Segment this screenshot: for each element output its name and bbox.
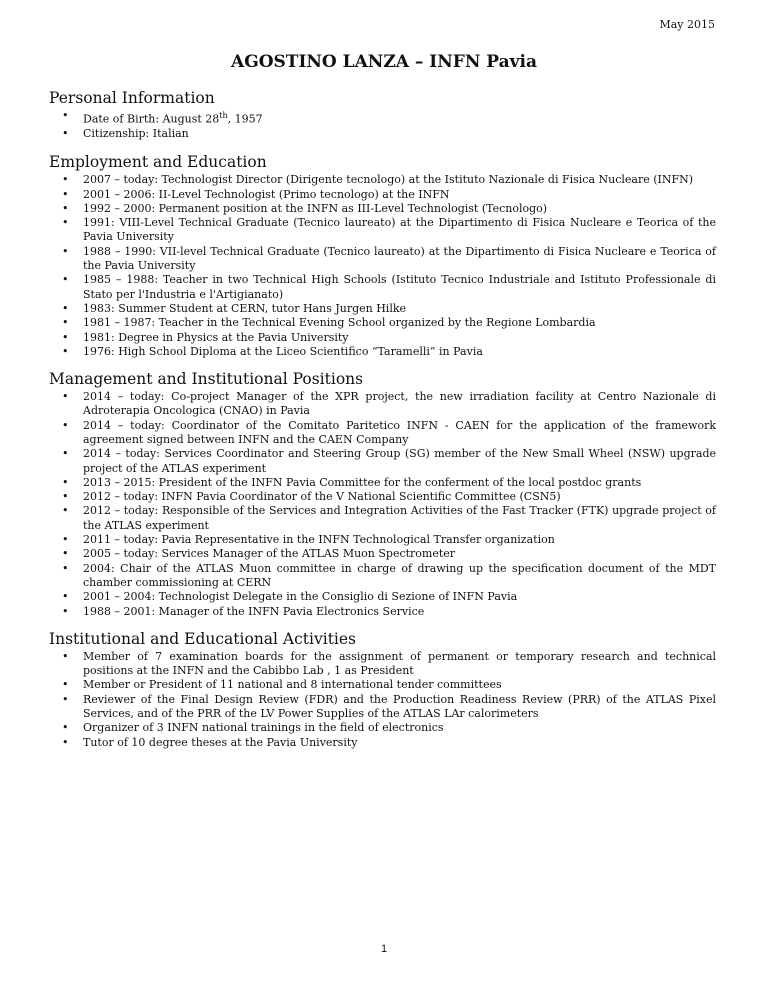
dob-year: , 1957 xyxy=(227,112,263,126)
list-item: • 1992 – 2000: Permanent position at the INFN as III-Level Technologist (Tecnologo) xyxy=(83,202,716,216)
section-heading: Management and Institutional Positions xyxy=(49,370,364,389)
list-item: • 1981 – 1987: Teacher in the Technical Evening School organized by the Regione Lombardia xyxy=(83,316,716,330)
list-item: • 2013 – 2015: President of the INFN Pavia Committee for the conferment of the local postdoc grants xyxy=(83,476,716,490)
list-item: • 1991: VIII-Level Technical Graduate (Tecnico laureato) at the Dipartimento di Fisica Nucleare e Teorica of the Pavia University xyxy=(83,216,716,245)
list-item: • Citizenship: Italian xyxy=(83,127,716,141)
section-heading: Institutional and Educational Activities xyxy=(49,629,357,648)
list-item: • 1983: Summer Student at CERN, tutor Hans Jurgen Hilke xyxy=(83,302,716,316)
list-item: • 2012 – today: Responsible of the Services and Integration Activities of the Fast Tracker (FTK) upgrade project of the ATLAS experiment xyxy=(83,504,716,533)
list-item: • 2014 – today: Co-project Manager of the XPR project, the new irradiation facility at Centro Nazionale di Adroterapia Oncologica (CNAO) in Pavia xyxy=(83,390,716,419)
section-management-positions xyxy=(49,369,716,619)
list-item: • 1988 – 2001: Manager of the INFN Pavia Electronics Service xyxy=(83,605,716,619)
list-item: • 1981: Degree in Physics at the Pavia University xyxy=(83,331,716,345)
list-item: • 2014 – today: Services Coordinator and Steering Group (SG) member of the New Small Wheel (NSW) upgrade project of the ATLAS experiment xyxy=(83,447,716,476)
list-item: • Reviewer of the Final Design Review (FDR) and the Production Readiness Review (PRR) of the ATLAS Pixel Services, and of the PRR of the LV Power Supplies of the ATLAS LAr calorimeters xyxy=(83,693,716,722)
bullet-list xyxy=(49,650,716,750)
bullet-list xyxy=(49,390,716,619)
list-item: • Member or President of 11 national and 8 international tender committees xyxy=(83,678,716,692)
page-title: AGOSTINO LANZA – INFN Pavia xyxy=(231,52,537,72)
list-item: • Member of 7 examination boards for the assignment of permanent or temporary research and technical positions at the INFN and the Cabibbo Lab , 1 as President xyxy=(83,650,716,679)
bullet-list xyxy=(49,109,716,141)
section-heading: Employment and Education xyxy=(49,153,267,172)
section-employment-education xyxy=(49,152,716,359)
dob-ordinal: th xyxy=(219,111,228,120)
list-item: • 2001 – 2006: II-Level Technologist (Primo tecnologo) at the INFN xyxy=(83,188,716,202)
document-date: May 2015 xyxy=(659,18,715,31)
list-item: • Tutor of 10 degree theses at the Pavia University xyxy=(83,736,716,750)
list-item: • 2001 – 2004: Technologist Delegate in the Consiglio di Sezione of INFN Pavia xyxy=(83,590,716,604)
section-personal-information xyxy=(49,88,716,141)
list-item: • 1976: High School Diploma at the Liceo Scientifico “Taramelli” in Pavia xyxy=(83,345,716,359)
list-item: • Organizer of 3 INFN national trainings in the field of electronics xyxy=(83,721,716,735)
list-item: • 2011 – today: Pavia Representative in the INFN Technological Transfer organization xyxy=(83,533,716,547)
section-heading: Personal Information xyxy=(49,89,215,107)
document-body xyxy=(49,88,716,750)
section-institutional-activities xyxy=(49,629,716,750)
list-item xyxy=(83,109,716,127)
list-item: • 1988 – 1990: VII-level Technical Graduate (Tecnico laureato) at the Dipartimento di Fisica Nucleare e Teorica of the Pavia University xyxy=(83,245,716,274)
list-item: • 2012 – today: INFN Pavia Coordinator of the V National Scientific Committee (CSN5) xyxy=(83,490,716,504)
dob-text: Date of Birth: August 28 xyxy=(83,112,220,126)
list-item: • 2005 – today: Services Manager of the ATLAS Muon Spectrometer xyxy=(83,547,716,561)
list-item: • 2014 – today: Coordinator of the Comitato Paritetico INFN - CAEN for the application of the framework agreement signed between INFN and the CAEN Company xyxy=(83,419,716,448)
list-item: • 2004: Chair of the ATLAS Muon committee in charge of drawing up the specification document of the MDT chamber commissioning at CERN xyxy=(83,562,716,591)
page-number: 1 xyxy=(380,943,388,955)
bullet-list xyxy=(49,173,716,359)
list-item: • 1985 – 1988: Teacher in two Technical High Schools (Istituto Tecnico Industriale and Istituto Professionale di Stato per l'Industria e l'Artigianato) xyxy=(83,273,716,302)
list-item: • 2007 – today: Technologist Director (Dirigente tecnologo) at the Istituto Nazionale di Fisica Nucleare (INFN) xyxy=(83,173,716,187)
